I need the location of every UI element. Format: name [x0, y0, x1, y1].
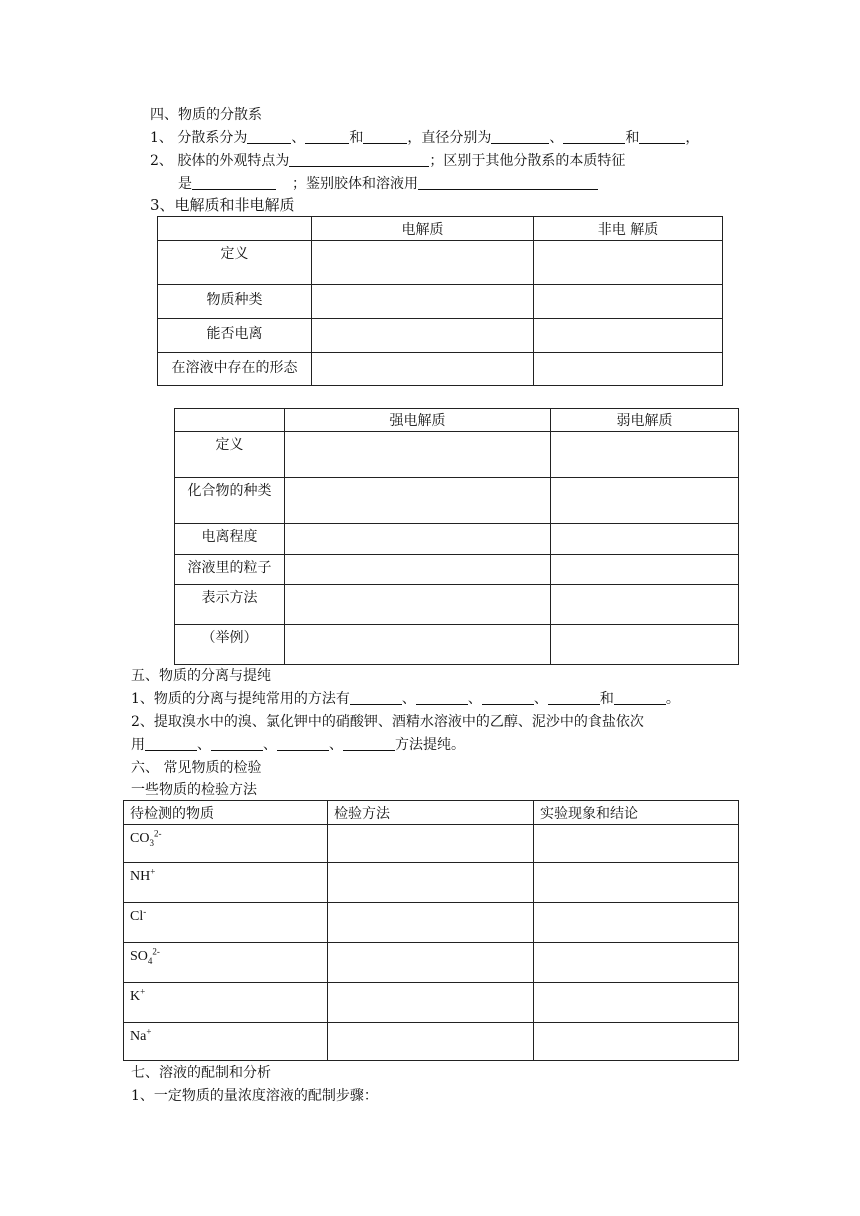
blank[interactable] — [192, 175, 276, 190]
table-cell[interactable] — [534, 285, 723, 319]
ion-label: $CO_3^{2-}$ — [124, 825, 328, 863]
table-cell[interactable] — [328, 903, 534, 943]
blank[interactable] — [211, 736, 263, 751]
table-header: 实验现象和结论 — [534, 801, 739, 825]
blank[interactable] — [277, 736, 329, 751]
section6-subtitle: 一些物质的检验方法 — [131, 782, 257, 798]
table-cell[interactable] — [312, 353, 534, 386]
section5-line2: 2、提取溴水中的溴、氯化钾中的硝酸钾、酒精水溶液中的乙醇、泥沙中的食盐依次 — [131, 714, 644, 730]
strong-weak-electrolyte-table — [174, 408, 739, 665]
table-cell[interactable] — [534, 1023, 739, 1061]
table-cell[interactable] — [551, 432, 739, 478]
row-label: 定义 — [175, 432, 285, 478]
row-label: 化合物的种类 — [175, 478, 285, 524]
table-cell[interactable] — [551, 478, 739, 524]
table-cell[interactable] — [328, 943, 534, 983]
row-label: 表示方法 — [175, 585, 285, 625]
section5-line3: 用 、 、 、 方法提纯。 — [131, 737, 465, 753]
table-header: 待检测的物质 — [124, 801, 328, 825]
table-cell[interactable] — [328, 863, 534, 903]
table-cell[interactable] — [551, 625, 739, 665]
table-header: 非电 解质 — [534, 217, 723, 241]
row-label: 物质种类 — [158, 285, 312, 319]
table-cell[interactable] — [534, 863, 739, 903]
table-cell[interactable] — [312, 241, 534, 285]
blank[interactable] — [350, 690, 402, 705]
table-cell[interactable] — [551, 585, 739, 625]
ion-label: $SO_4^{2-}$ — [124, 943, 328, 983]
section4-title: 四、物质的分散系 — [150, 107, 262, 123]
blank[interactable] — [639, 129, 685, 144]
table-cell[interactable] — [285, 432, 551, 478]
ion-label: NH+ — [124, 863, 328, 903]
blank[interactable] — [491, 129, 549, 144]
table-cell[interactable] — [534, 353, 723, 386]
table-cell[interactable] — [328, 825, 534, 863]
substance-test-table — [123, 800, 739, 1061]
blank[interactable] — [563, 129, 625, 144]
blank[interactable] — [145, 736, 197, 751]
blank[interactable] — [614, 690, 666, 705]
blank[interactable] — [247, 129, 291, 144]
blank[interactable] — [416, 690, 468, 705]
table-cell[interactable] — [312, 285, 534, 319]
table-cell[interactable] — [534, 943, 739, 983]
section4-line1: 1、 分散系分为 、 和 ，直径分别为 、 和 ， — [150, 130, 700, 146]
electrolyte-table — [157, 216, 723, 386]
section4-line3: 是 ；鉴别胶体和溶液用 — [178, 174, 598, 194]
table-cell[interactable] — [285, 478, 551, 524]
blank[interactable] — [482, 690, 534, 705]
blank[interactable] — [418, 175, 598, 190]
section7-line1: 1、一定物质的量浓度溶液的配制步骤： — [131, 1088, 378, 1104]
row-label: 定义 — [158, 241, 312, 285]
table-cell[interactable] — [285, 585, 551, 625]
section5-line1: 1、物质的分离与提纯常用的方法有 、 、 、 和 。 — [131, 691, 680, 707]
table-cell[interactable] — [551, 524, 739, 555]
table-cell[interactable] — [328, 1023, 534, 1061]
section5-title: 五、物质的分离与提纯 — [131, 668, 271, 684]
table-cell[interactable] — [285, 625, 551, 665]
table-cell[interactable] — [534, 983, 739, 1023]
section6-title: 六、 常见物质的检验 — [131, 760, 262, 776]
table-cell[interactable] — [285, 555, 551, 585]
table-header: 检验方法 — [328, 801, 534, 825]
row-label: 溶液里的粒子 — [175, 555, 285, 585]
table-header — [158, 217, 312, 241]
table-cell[interactable] — [285, 524, 551, 555]
ion-label: K+ — [124, 983, 328, 1023]
blank[interactable] — [548, 690, 600, 705]
table-header: 电解质 — [312, 217, 534, 241]
table-cell[interactable] — [534, 903, 739, 943]
table-header: 弱电解质 — [551, 409, 739, 432]
row-label: 电离程度 — [175, 524, 285, 555]
blank[interactable] — [305, 129, 349, 144]
table-cell[interactable] — [551, 555, 739, 585]
row-label: 能否电离 — [158, 319, 312, 353]
table-header — [175, 409, 285, 432]
blank[interactable] — [289, 152, 429, 167]
section4-sub3-title: 3、电解质和非电解质 — [150, 196, 295, 214]
row-label: （举例） — [175, 625, 285, 665]
ion-label: Cl- — [124, 903, 328, 943]
section7-title: 七、溶液的配制和分析 — [131, 1065, 271, 1081]
blank[interactable] — [343, 736, 395, 751]
table-cell[interactable] — [534, 825, 739, 863]
table-header: 强电解质 — [285, 409, 551, 432]
table-cell[interactable] — [328, 983, 534, 1023]
section4-line2: 2、 胶体的外观特点为 ；区别于其他分散系的本质特征 — [150, 153, 626, 169]
table-cell[interactable] — [534, 319, 723, 353]
table-cell[interactable] — [312, 319, 534, 353]
ion-label: Na+ — [124, 1023, 328, 1061]
table-cell[interactable] — [534, 241, 723, 285]
row-label: 在溶液中存在的形态 — [158, 353, 312, 386]
blank[interactable] — [363, 129, 407, 144]
